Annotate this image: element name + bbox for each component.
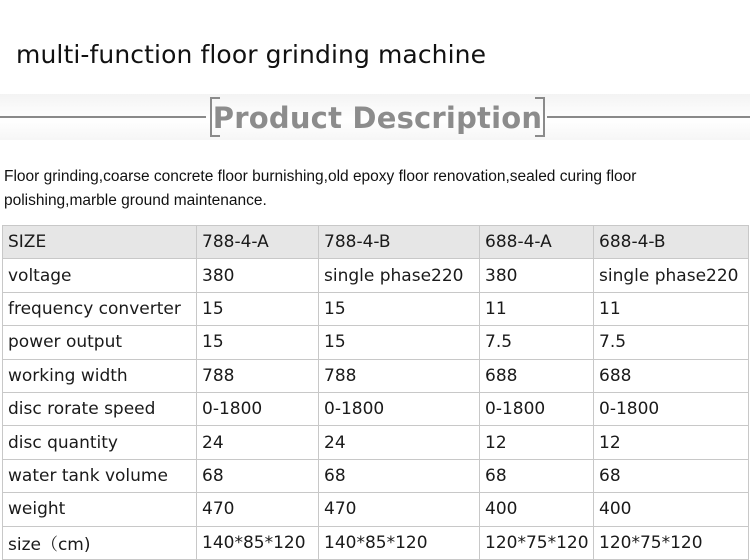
table-cell: 788 (319, 359, 480, 392)
table-cell: 15 (319, 292, 480, 325)
section-banner (0, 94, 750, 140)
row-label: disc rorate speed (3, 392, 197, 425)
product-description: Floor grinding,coarse concrete floor burnishing,old epoxy floor renovation,sealed curing floor polishing,marble ground maintenance. (4, 168, 637, 209)
table-cell: 380 (480, 259, 594, 292)
banner-line-right (547, 116, 750, 118)
table-cell: 0-1800 (197, 392, 319, 425)
table-cell: 11 (480, 292, 594, 325)
table-cell: 0-1800 (319, 392, 480, 425)
table-cell: 0-1800 (594, 392, 749, 425)
table-row (3, 392, 749, 425)
table-cell: 470 (197, 493, 319, 526)
row-label: working width (3, 359, 197, 392)
table-row (3, 459, 749, 492)
table-row (3, 426, 749, 459)
table-cell: 380 (197, 259, 319, 292)
banner-frame (210, 97, 545, 137)
table-cell: 7.5 (594, 326, 749, 359)
row-label: water tank volume (3, 459, 197, 492)
table-cell: 11 (594, 292, 749, 325)
table-cell: 140*85*120 (319, 526, 480, 559)
row-label: voltage (3, 259, 197, 292)
table-cell: single phase220 (594, 259, 749, 292)
row-label: frequency converter (3, 292, 197, 325)
table-row (3, 259, 749, 292)
table-cell: single phase220 (319, 259, 480, 292)
header-cell: 688-4-A (480, 226, 594, 259)
row-label: power output (3, 326, 197, 359)
spec-table (2, 225, 749, 560)
row-label: disc quantity (3, 426, 197, 459)
header-cell: 788-4-A (197, 226, 319, 259)
table-cell: 120*75*120 (594, 526, 749, 559)
banner-line-left (0, 116, 206, 118)
table-cell: 788 (197, 359, 319, 392)
section-heading: Product Description (212, 101, 543, 135)
table-row (3, 493, 749, 526)
page-title: multi-function floor grinding machine (16, 40, 487, 69)
table-cell: 68 (480, 459, 594, 492)
header-cell: SIZE (3, 226, 197, 259)
table-cell: 688 (480, 359, 594, 392)
table-cell: 0-1800 (480, 392, 594, 425)
table-header-row (3, 226, 749, 259)
table-row (3, 526, 749, 559)
row-label: weight (3, 493, 197, 526)
table-row (3, 326, 749, 359)
table-row (3, 292, 749, 325)
table-cell: 68 (594, 459, 749, 492)
table-row (3, 359, 749, 392)
table-cell: 68 (197, 459, 319, 492)
table-cell: 12 (594, 426, 749, 459)
table-cell: 15 (197, 292, 319, 325)
table-cell: 140*85*120 (197, 526, 319, 559)
table-cell: 120*75*120 (480, 526, 594, 559)
table-cell: 470 (319, 493, 480, 526)
table-cell: 7.5 (480, 326, 594, 359)
table-cell: 400 (480, 493, 594, 526)
header-cell: 688-4-B (594, 226, 749, 259)
table-cell: 15 (319, 326, 480, 359)
table-cell: 12 (480, 426, 594, 459)
row-label: size（cm) (3, 526, 197, 559)
table-cell: 24 (197, 426, 319, 459)
table-cell: 24 (319, 426, 480, 459)
table-cell: 400 (594, 493, 749, 526)
table-cell: 68 (319, 459, 480, 492)
table-cell: 688 (594, 359, 749, 392)
table-cell: 15 (197, 326, 319, 359)
header-cell: 788-4-B (319, 226, 480, 259)
